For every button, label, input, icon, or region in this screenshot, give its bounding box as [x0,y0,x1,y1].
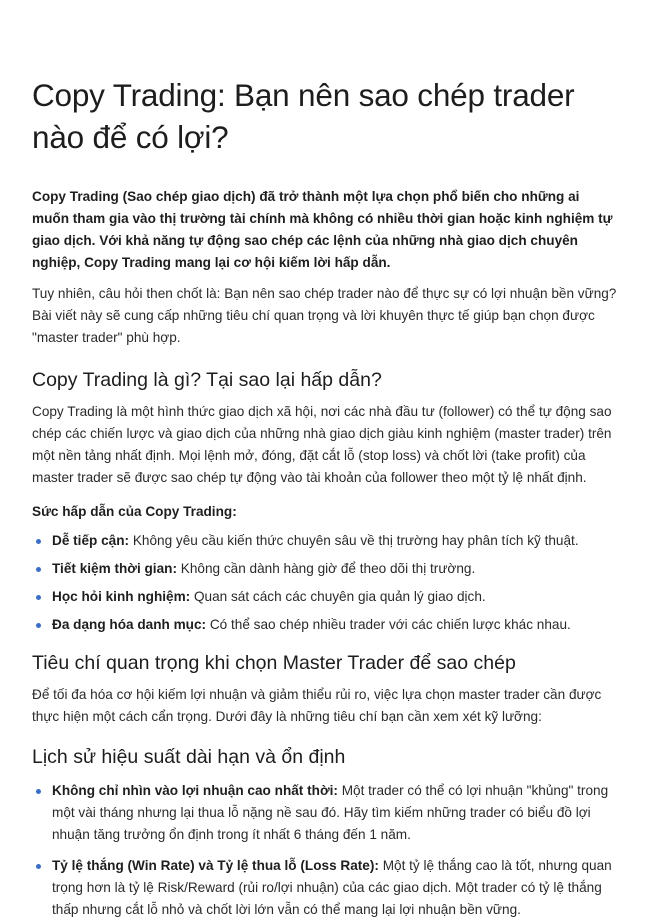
list-item-term: Đa dạng hóa danh mục: [52,617,207,632]
performance-list [32,780,620,921]
list-item-text: Không yêu cầu kiến thức chuyên sâu về thị trường hay phân tích kỹ thuật. [129,533,579,548]
bullet-icon [36,567,41,572]
appeal-subheading: Sức hấp dẫn của Copy Trading: [32,504,237,519]
bullet-icon [36,539,41,544]
list-item-term: Dễ tiếp cận: [52,533,130,548]
list-item-term: Học hỏi kinh nghiệm: [52,589,191,604]
list-item [32,558,620,580]
list-item-text: Một tỷ lệ thắng cao là tốt, nhưng quan trọng hơn là tỷ lệ Risk/Reward (rủi ro/lợi nhuận) của các giao dịch. Một trader có tỷ lệ thắng thấp nhưng cắt lỗ nhỏ và chốt lời lớn vẫn có thể mang lại lợi nhuận bền vững. [52,858,612,917]
intro-paragraph: Tuy nhiên, câu hỏi then chốt là: Bạn nên sao chép trader nào để thực sự có lợi nhuận bền vững? Bài viết này sẽ cung cấp những tiêu chí quan trọng và lời khuyên thực tế giúp bạn chọn được "master trader" phù hợp. [32,286,617,345]
appeal-list [32,530,620,636]
list-item [32,530,620,552]
page-title: Copy Trading: Bạn nên sao chép trader nào để có lợi? [32,77,575,155]
bullet-icon [36,623,41,628]
section-heading-criteria: Tiêu chí quan trọng khi chọn Master Trader để sao chép [32,652,516,674]
list-item [32,855,620,921]
section-paragraph-criteria: Để tối đa hóa cơ hội kiếm lợi nhuận và giảm thiểu rủi ro, việc lựa chọn master trader cần được thực hiện một cách cẩn trọng. Dưới đây là những tiêu chí bạn cần xem xét kỹ lưỡng: [32,687,602,724]
list-item [32,586,620,608]
list-item-text: Quan sát cách các chuyên gia quản lý giao dịch. [190,589,486,604]
list-item-text: Có thể sao chép nhiều trader với các chiến lược khác nhau. [206,617,571,632]
list-item-term: Không chỉ nhìn vào lợi nhuận cao nhất thời: [52,783,338,798]
bullet-icon [36,595,41,600]
bullet-icon [36,864,41,869]
performance-section [32,744,620,921]
intro-lead: Copy Trading (Sao chép giao dịch) đã trở thành một lựa chọn phổ biến cho những ai muốn tham gia vào thị trường tài chính mà không có nhiều thời gian hoặc kinh nghiệm tự giao dịch. Với khả năng tự động sao chép các lệnh của những nhà giao dịch chuyên nghiệp, Copy Trading mang lại cơ hội kiếm lời hấp dẫn. [32,189,613,270]
section-paragraph-what-is: Copy Trading là một hình thức giao dịch xã hội, nơi các nhà đầu tư (follower) có thể tự động sao chép các chiến lược và giao dịch của những nhà giao dịch giàu kinh nghiệm (master trader) trên một nền tảng nhất định. Mọi lệnh mở, đóng, đặt cắt lỗ (stop loss) và chốt lời (take profit) của master trader sẽ được sao chép tự động vào tài khoản của follower theo một tỷ lệ nhất định. [32,404,612,485]
list-item [32,780,620,846]
section-heading-what-is: Copy Trading là gì? Tại sao lại hấp dẫn? [32,369,382,391]
list-item [32,614,620,636]
section-heading-performance: Lịch sử hiệu suất dài hạn và ổn định [32,746,346,768]
list-item-term: Tiết kiệm thời gian: [52,561,177,576]
bullet-icon [36,789,41,794]
list-item-text: Không cần dành hàng giờ để theo dõi thị trường. [176,561,476,576]
list-item-term: Tỷ lệ thắng (Win Rate) và Tỷ lệ thua lỗ (Loss Rate): [52,858,379,873]
list-item-text: Một trader có thể có lợi nhuận "khủng" trong một vài tháng nhưng lại thua lỗ nặng nề sau đó. Hãy tìm kiếm những trader có biểu đồ lợi nhuận tăng trưởng ổn định trong ít nhất 6 tháng đến 1 năm. [52,783,609,842]
